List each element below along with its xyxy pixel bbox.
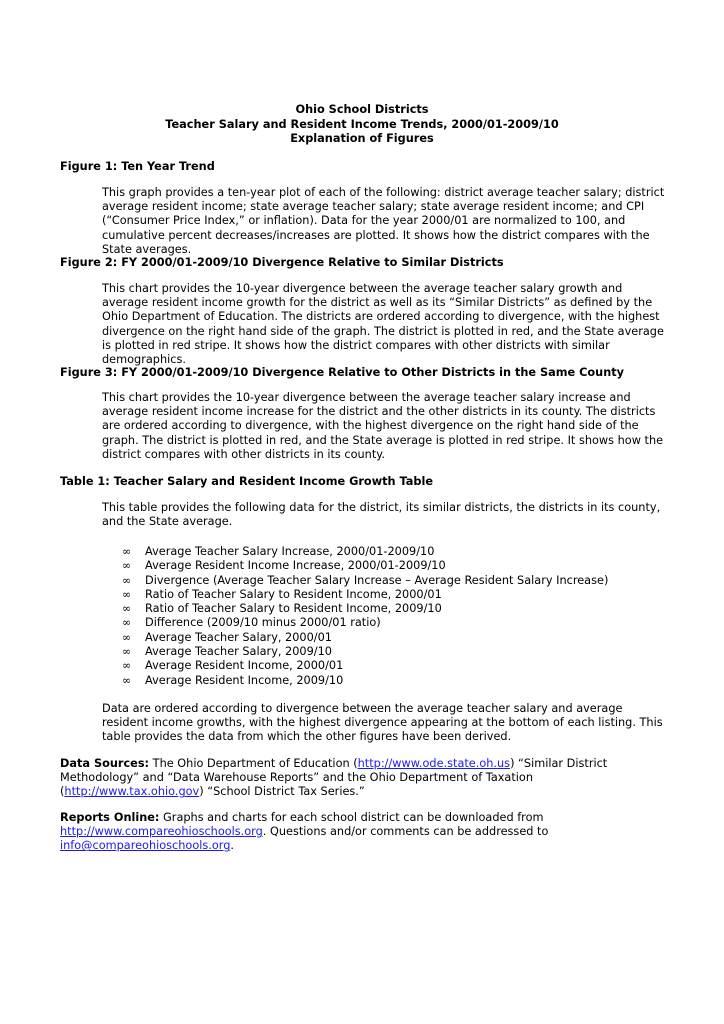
infinity-bullet-icon: ∞ — [122, 559, 132, 573]
title-line-1: Ohio School Districts — [295, 103, 429, 116]
list-item: ∞ Divergence (Average Teacher Salary Increase – Average Resident Salary Increase) — [122, 573, 609, 587]
infinity-bullet-icon: ∞ — [122, 630, 132, 644]
figure-3-text: This chart provides the 10-year divergence between the average teacher salary increase and average resident income increase for the district and the other districts in its county. The districts are ordered according to divergence, with the highest divergence on the right hand side of the graph. The district is plotted in red, and the State average is plotted in red stripe. It shows how the district compares with other districts in its county. — [102, 391, 664, 461]
list-item: ∞ Ratio of Teacher Salary to Resident Income, 2000/01 — [122, 587, 442, 601]
title-line-3: Explanation of Figures — [290, 132, 434, 146]
title-line-2: Teacher Salary and Resident Income Trends, 2000/01-2009/10 — [165, 117, 559, 131]
figure-1-text: This graph provides a ten-year plot of each of the following: district average teacher salary; district average resident income; state average teacher salary; state average resident income; and CPI (“Consumer Price Index,” or inflation). Data for the year 2000/01 are normalized to 100, and cumulative percent decreases/increases are plotted. It shows how the district compares with the State averages. — [102, 186, 665, 256]
table-1-outro: Data are ordered according to divergence between the average teacher salary and average resident income growths, with the highest divergence appearing at the bottom of each listing. This table provides the data from which the other figures have been derived. — [102, 702, 663, 744]
table-1-heading: Table 1: Teacher Salary and Resident Income Growth Table — [60, 475, 433, 488]
data-sources-label: Data Sources: — [60, 757, 150, 770]
document-title — [0, 103, 724, 147]
infinity-bullet-icon: ∞ — [122, 602, 132, 616]
list-item: ∞ Average Resident Income, 2000/01 — [122, 659, 344, 673]
infinity-bullet-icon: ∞ — [122, 659, 132, 673]
table-1-intro: This table provides the following data for the district, its similar districts, the districts in its county, and the State average. — [102, 501, 661, 529]
list-item: ∞ Average Teacher Salary, 2000/01 — [122, 630, 332, 644]
list-item: ∞ Average Teacher Salary, 2009/10 — [122, 645, 332, 659]
figure-1-heading: Figure 1: Ten Year Trend — [60, 160, 215, 173]
list-item: ∞ Average Teacher Salary Increase, 2000/01-2009/10 — [122, 545, 435, 558]
infinity-bullet-icon: ∞ — [122, 645, 132, 659]
infinity-bullet-icon: ∞ — [122, 545, 132, 558]
reports-online-paragraph: Reports Online: Graphs and charts for each school district can be downloaded from http://www.compareohioschools.org. Questions and/or comments can be addressed to info@compareohioschools.org. — [60, 811, 549, 853]
figure-3-heading: Figure 3: FY 2000/01-2009/10 Divergence Relative to Other Districts in the Same County — [60, 366, 625, 379]
reports-online-label: Reports Online: — [60, 811, 160, 824]
figure-2-text: This chart provides the 10-year divergence between the average teacher salary growth and average resident income growth for the district as well as its “Similar Districts” as defined by the Ohio Department of Education. The districts are ordered according to divergence, with the highest divergence on the right hand side of the graph. The district is plotted in red, and the State average is plotted in red stripe. It shows how the district compares with other districts with similar demographics. — [102, 282, 664, 367]
list-item: ∞ Ratio of Teacher Salary to Resident Income, 2009/10 — [122, 602, 442, 616]
table-1-item-list — [122, 545, 608, 688]
ode-link[interactable]: http://www.ode.state.oh.us — [357, 757, 511, 770]
list-item: ∞ Average Resident Income, 2009/10 — [122, 673, 344, 687]
compareohioschools-link[interactable]: http://www.compareohioschools.org — [60, 825, 263, 839]
infinity-bullet-icon: ∞ — [122, 587, 132, 601]
infinity-bullet-icon: ∞ — [122, 573, 132, 587]
infinity-bullet-icon: ∞ — [122, 673, 132, 687]
infinity-bullet-icon: ∞ — [122, 616, 132, 630]
list-item: ∞ Average Resident Income Increase, 2000/01-2009/10 — [122, 559, 446, 573]
list-item: ∞ Difference (2009/10 minus 2000/01 ratio) — [122, 616, 381, 630]
figure-2-heading: Figure 2: FY 2000/01-2009/10 Divergence Relative to Similar Districts — [60, 256, 504, 269]
contact-email-link[interactable]: info@compareohioschools.org — [60, 839, 231, 853]
data-sources-paragraph: Data Sources: The Ohio Department of Education (http://www.ode.state.oh.us) “Similar District Methodology” and “Data Warehouse Reports” and the Ohio Department of Taxation (http://www.tax.ohio.gov) “School District Tax Series.” — [60, 757, 608, 799]
tax-link[interactable]: http://www.tax.ohio.gov — [64, 785, 200, 799]
